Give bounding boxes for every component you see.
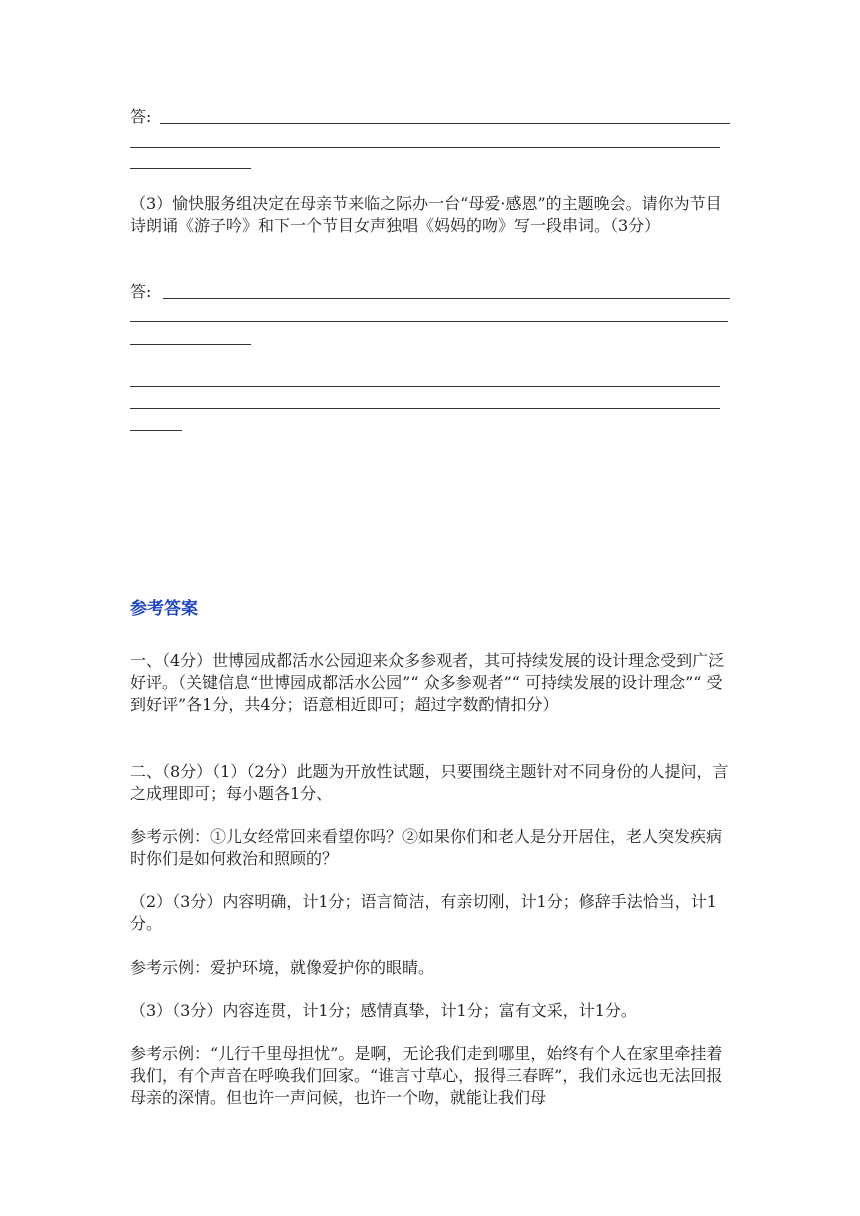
answer-paragraph-7: 参考示例：“儿行千里母担忧”。是啊，无论我们走到哪里，始终有个人在家里牵挂着我们，有个声音在呼唤我们回家。“谁言寸草心，报得三春晖”，我们永远也无法回报母亲的深情。但也许一声问候，也许一个吻，就能让我们母 [130, 1044, 723, 1107]
answer-paragraph-2: 二、（8分）（1）（2分）此题为开放性试题，只要围绕主题针对不同身份的人提问，言之成理即可；每小题各1分、 [130, 762, 729, 803]
answer-line [130, 344, 251, 345]
answer-paragraph-3: 参考示例：①儿女经常回来看望你吗？②如果你们和老人是分开居住，老人突发疾病时你们是如何救治和照顾的？ [130, 827, 723, 868]
answer-line [130, 321, 728, 322]
reference-answer-heading: 参考答案 [130, 599, 198, 619]
answer-prefix-1: 答: [130, 107, 152, 126]
answer-paragraph-5: 参考示例：爱护环境，就像爱护你的眼睛。 [130, 958, 435, 977]
answer-line [160, 123, 730, 124]
answer-prefix-2: 答: [130, 282, 152, 301]
question-3: （3）愉快服务组决定在母亲节来临之际办一台“母爱·感恩”的主题晚会。请你为节目诗朗诵《游子吟》和下一个节目女声独唱《妈妈的吻》写一段串词。（3分） [130, 194, 722, 235]
answer-line [130, 430, 182, 431]
answer-line [130, 386, 720, 387]
answer-paragraph-1: 一、（4分）世博园成都活水公园迎来众多参观者，其可持续发展的设计理念受到广泛好评。（关键信息“世博园成都活水公园”“ 众多参观者”“ 可持续发展的设计理念”“ 受到好评”各1分，共4分；语意相近即可；超过字数酌情扣分） [130, 651, 725, 714]
answer-paragraph-4: （2）（3分）内容明确，计1分；语言简洁，有亲切刚，计1分；修辞手法恰当，计1分。 [130, 892, 717, 933]
answer-line [130, 408, 720, 409]
answer-line [163, 298, 730, 299]
answer-paragraph-6: （3）（3分）内容连贯，计1分；感情真挚，计1分；富有文采，计1分。 [130, 1001, 637, 1020]
answer-line [130, 168, 251, 169]
answer-line [130, 147, 720, 148]
